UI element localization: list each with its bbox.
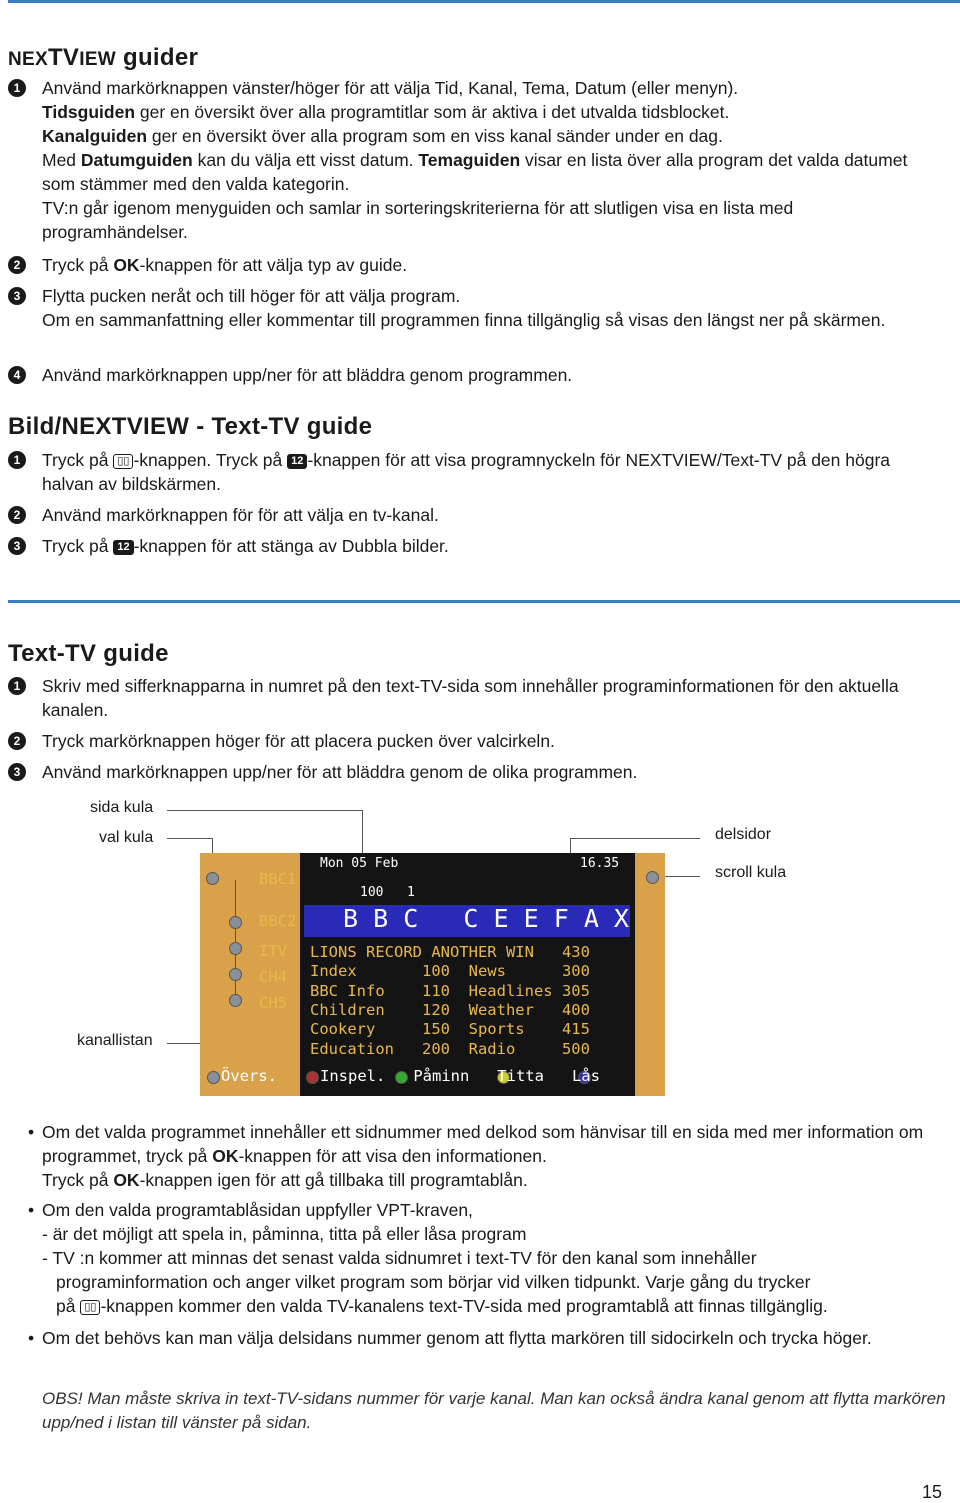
scroll-ball[interactable]	[646, 871, 659, 884]
bild-step-1	[8, 448, 938, 496]
step-text: Använd markörknappen för för att välja en tv-kanal.	[42, 505, 439, 525]
bullet-dot: •	[28, 1122, 35, 1142]
step-number: 1	[8, 79, 26, 97]
nextview-step-1	[8, 76, 938, 244]
leader-line	[167, 838, 212, 839]
channel-item[interactable]: BBC2	[259, 912, 297, 930]
leader-line	[362, 810, 363, 855]
bullet-1	[28, 1120, 948, 1192]
step-text: Tryck på	[42, 450, 109, 470]
tv-time: 16.35	[580, 856, 620, 871]
step-number: 1	[8, 451, 26, 469]
dual-screen-icon: 12	[287, 454, 307, 469]
texttv-step-2	[8, 729, 938, 753]
channel-item[interactable]: CH4	[259, 968, 287, 986]
label-val-kula: val kula	[99, 829, 154, 846]
step-number: 3	[8, 763, 26, 781]
bullet-text: - TV :n kommer att minnas det senast valda sidnumret i text-TV för den kanal som innehåller	[42, 1248, 757, 1268]
bullet-dot: •	[28, 1328, 35, 1348]
step-line: TV:n går igenom menyguiden och samlar in sorteringskriterierna för att slutligen visa en lista med programhändelser.	[42, 198, 794, 242]
step-line: Använd markörknappen upp/ner för att bläddra genom programmen.	[42, 365, 573, 385]
channel-ball[interactable]	[229, 942, 242, 955]
teletext-row: LIONS RECORD ANOTHER WIN 430	[310, 943, 590, 961]
select-ball[interactable]	[206, 872, 219, 885]
tv-date: Mon 05 Feb	[320, 856, 399, 871]
label-kanallistan: kanallistan	[77, 1032, 153, 1049]
step-text: Tryck på	[42, 536, 109, 556]
bild-step-3	[8, 534, 938, 558]
label-delsidor: delsidor	[715, 826, 772, 843]
channel-item[interactable]: ITV	[259, 942, 287, 960]
step-number: 2	[8, 256, 26, 274]
bild-step-2	[8, 503, 938, 527]
texttv-step-3	[8, 760, 938, 784]
bullet-text: Om den valda programtablåsidan uppfyller VPT-kraven,	[42, 1200, 473, 1220]
channel-list-line	[235, 880, 236, 1000]
channel-ball[interactable]	[229, 916, 242, 929]
section-title-nextview: NEXTVIEW guider	[8, 44, 199, 71]
label-sida-kula: sida kula	[90, 799, 154, 816]
step-number: 2	[8, 732, 26, 750]
step-text: -knappen för att visa programnyckeln för NEXTVIEW/Text-TV på den högra halvan av bildskärmen.	[42, 450, 891, 494]
step-text: Använd markörknappen upp/ner för att bläddra genom de olika programmen.	[42, 762, 638, 782]
leader-line	[660, 876, 700, 877]
bullet-2	[28, 1198, 948, 1318]
nextview-step-2	[8, 253, 938, 277]
section-title-texttv: Text-TV guide	[8, 640, 169, 667]
note-text: OBS! Man måste skriva in text-TV-sidans nummer för varje kanal. Man kan också ändra kanal genom att flytta markören upp/ned i listan till vänster på sidan.	[42, 1389, 946, 1432]
label-scroll-kula: scroll kula	[715, 864, 787, 881]
bullet-text: programinformation och anger vilket program som börjar vid vilken tidpunkt. Varje gång du trycker	[56, 1272, 811, 1292]
page-number: 15	[921, 1482, 942, 1502]
channel-ball[interactable]	[229, 968, 242, 981]
step-line: Tryck på OK-knappen för att välja typ av guide.	[42, 255, 408, 275]
step-line: Flytta pucken neråt och till höger för att välja program.	[42, 286, 461, 306]
nextview-step-4	[8, 363, 938, 387]
section-divider	[8, 600, 960, 603]
bullet-3	[28, 1326, 948, 1350]
step-line: Med Datumguiden kan du välja ett visst datum. Temaguiden visar en lista över alla program det valda datumet som stämmer med den valda kategorin.	[42, 150, 908, 194]
top-rule	[8, 0, 960, 3]
bullet-text: Om det behövs kan man välja delsidans nummer genom att flytta markören till sidocirkeln och trycka höger.	[42, 1328, 872, 1348]
step-number: 1	[8, 677, 26, 695]
bullet-text: Tryck på OK-knappen igen för att gå tillbaka till programtablån.	[42, 1170, 528, 1190]
book-icon: ▯▯	[113, 454, 133, 469]
teletext-row: Cookery 150 Sports 415	[310, 1020, 590, 1038]
teletext-row: Children 120 Weather 400	[310, 1001, 590, 1019]
overview-button[interactable]: Övers.	[221, 1067, 277, 1085]
step-line: Använd markörknappen vänster/höger för att välja Tid, Kanal, Tema, Datum (eller menyn).	[42, 78, 739, 98]
channel-ball[interactable]	[229, 994, 242, 1007]
step-text: -knappen. Tryck på	[133, 450, 283, 470]
bullet-text: Om det valda programmet innehåller ett sidnummer med delkod som hänvisar till en sida med mer information om programmet, tryck på OK-knappen för att visa den informationen.	[42, 1122, 924, 1166]
step-line: Om en sammanfattning eller kommentar till programmen finna tillgänglig så visas den längst ner på skärmen.	[42, 310, 886, 330]
channel-item[interactable]: CH5	[259, 994, 287, 1012]
dual-screen-icon: 12	[113, 540, 133, 555]
section-title-bild: Bild/NEXTVIEW - Text-TV guide	[8, 413, 373, 440]
nextview-step-3	[8, 284, 938, 332]
step-number: 2	[8, 506, 26, 524]
teletext-row: Index 100 News 300	[310, 962, 590, 980]
step-text: Tryck markörknappen höger för att placera pucken över valcirkeln.	[42, 731, 555, 751]
tv-page: 100 1	[360, 885, 415, 900]
overview-ball[interactable]	[207, 1071, 220, 1084]
teletext-row: BBC Info 110 Headlines 305	[310, 982, 590, 1000]
ceefax-title: B B C C E E F A X	[343, 904, 629, 933]
step-line: Kanalguiden ger en översikt över alla program som en viss kanal sänder under en dag.	[42, 126, 723, 146]
texttv-step-1	[8, 674, 938, 722]
red-key-icon	[306, 1071, 319, 1084]
bullet-text: - är det möjligt att spela in, påminna, titta på eller låsa program	[42, 1224, 527, 1244]
channel-item[interactable]: BBC1	[259, 870, 297, 888]
step-number: 3	[8, 537, 26, 555]
teletext-row: Education 200 Radio 500	[310, 1040, 590, 1058]
bottom-options[interactable]: Inspel. Påminn Titta Lås	[320, 1067, 600, 1085]
step-number: 3	[8, 287, 26, 305]
step-number: 4	[8, 366, 26, 384]
step-line: Tidsguiden ger en översikt över alla programtitlar som är aktiva i det utvalda tidsblocket.	[42, 102, 730, 122]
bullet-text: på ▯▯ -knappen kommer den valda TV-kanalens text-TV-sida med programtablå att finnas tillgänglig.	[56, 1296, 828, 1316]
bullet-dot: •	[28, 1200, 35, 1220]
leader-line	[167, 810, 362, 811]
leader-line	[570, 838, 700, 839]
book-icon: ▯▯	[80, 1300, 100, 1315]
step-text: -knappen för att stänga av Dubbla bilder.	[133, 536, 449, 556]
step-text: Skriv med sifferknapparna in numret på den text-TV-sida som innehåller programinformationen för den aktuella kanalen.	[42, 676, 899, 720]
